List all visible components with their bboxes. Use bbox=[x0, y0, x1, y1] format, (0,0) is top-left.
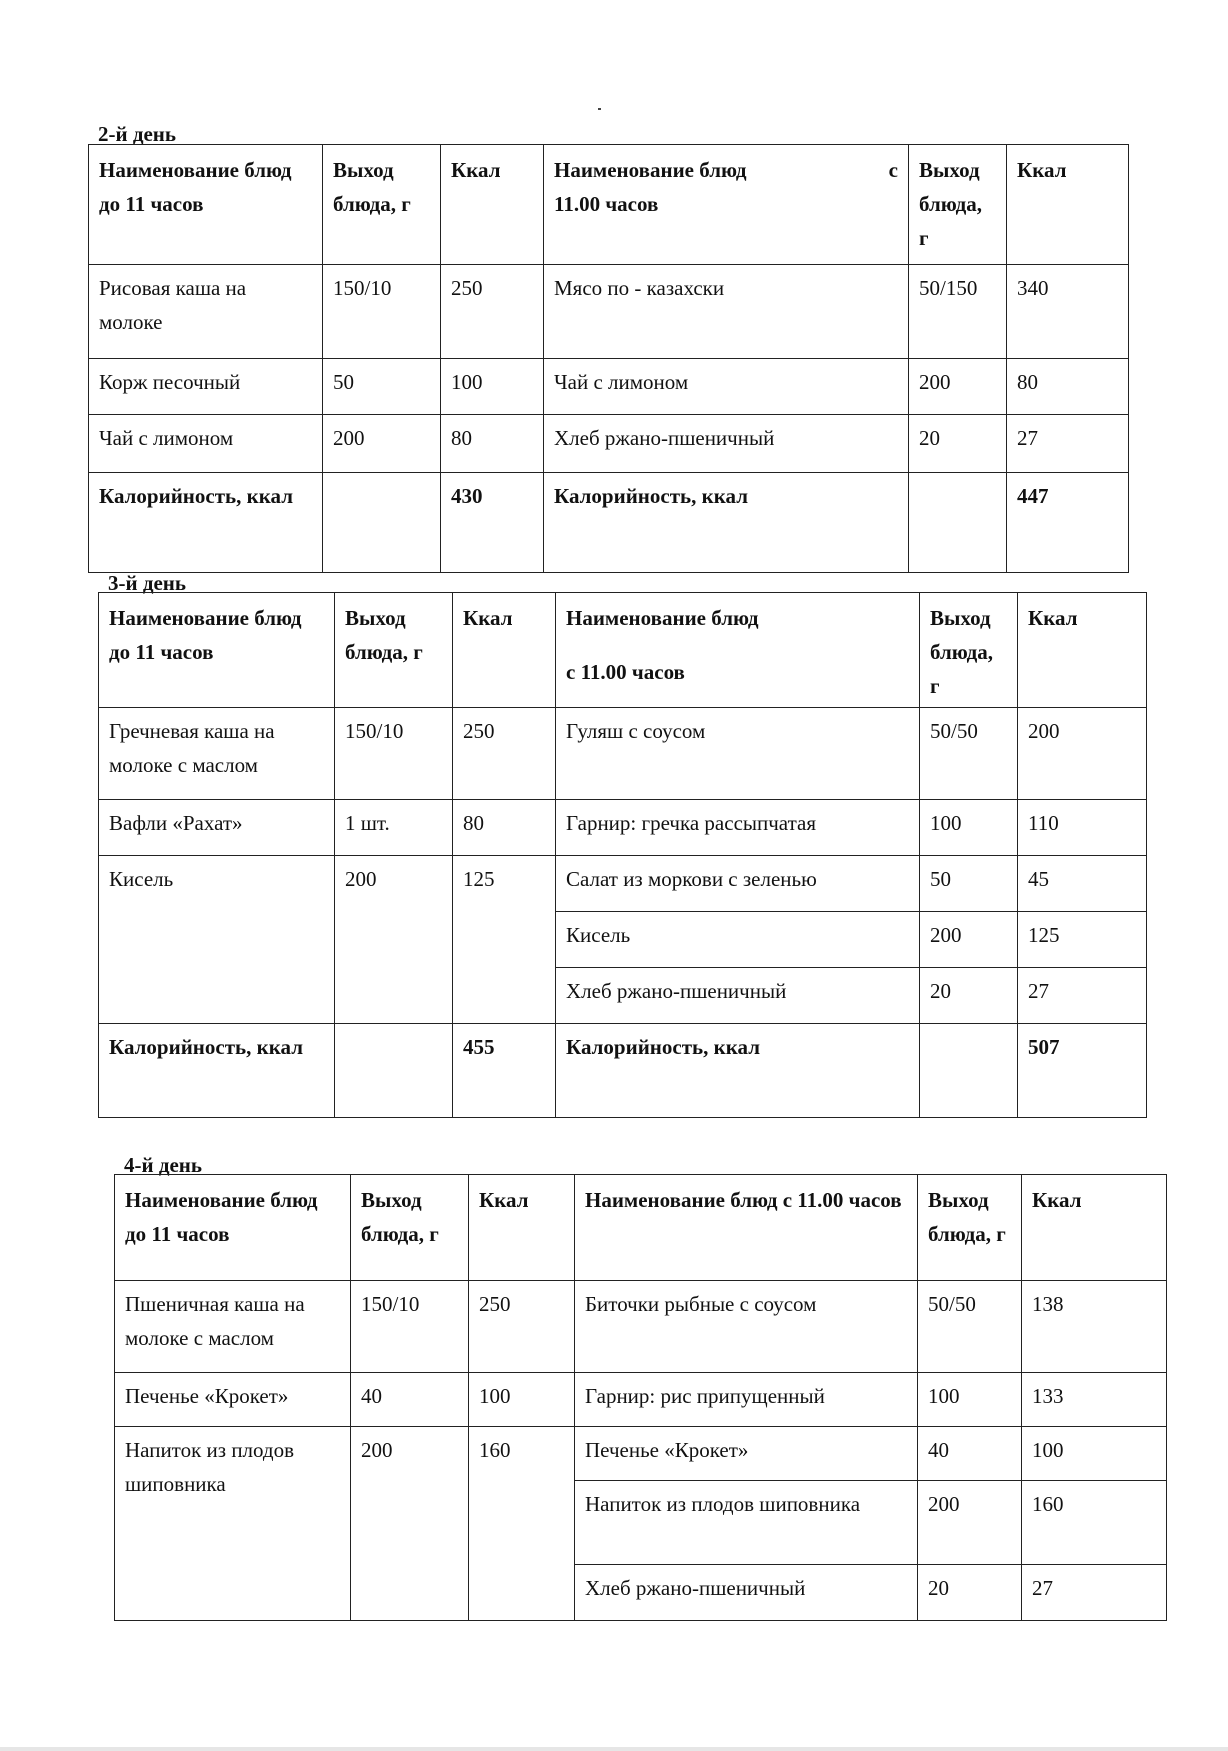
dish-yield: 50/50 bbox=[918, 1281, 1022, 1373]
dish-yield: 20 bbox=[909, 415, 1007, 473]
dish-kcal: 340 bbox=[1007, 265, 1129, 359]
header-kcal: Ккал bbox=[469, 1175, 575, 1281]
total-label: Калорийность, ккал bbox=[99, 1024, 335, 1118]
header-yield: Выход блюда, г bbox=[351, 1175, 469, 1281]
dish-name: Хлеб ржано-пшеничный bbox=[544, 415, 909, 473]
dish-yield: 1 шт. bbox=[335, 800, 453, 856]
dish-yield: 50/150 bbox=[909, 265, 1007, 359]
dish-name: Напиток из плодов шиповника bbox=[575, 1481, 918, 1565]
dish-kcal: 138 bbox=[1022, 1281, 1167, 1373]
dish-name: Чай с лимоном bbox=[89, 415, 323, 473]
total-kcal-before: 455 bbox=[453, 1024, 556, 1118]
dish-name: Печенье «Крокет» bbox=[115, 1373, 351, 1427]
day2-menu-table bbox=[88, 144, 1129, 573]
dish-kcal: 160 bbox=[1022, 1481, 1167, 1565]
dish-name: Салат из моркови с зеленью bbox=[556, 856, 920, 912]
dish-kcal: 80 bbox=[453, 800, 556, 856]
dish-name: Чай с лимоном bbox=[544, 359, 909, 415]
table-row bbox=[115, 1281, 1167, 1373]
table-row bbox=[99, 708, 1147, 800]
header-name-after-part3: 11.00 часов bbox=[554, 192, 659, 216]
header-kcal: Ккал bbox=[1022, 1175, 1167, 1281]
dish-yield: 200 bbox=[351, 1427, 469, 1621]
table-header-row bbox=[89, 145, 1129, 265]
header-name-before: Наименование блюд до 11 часов bbox=[89, 145, 323, 265]
scan-edge bbox=[0, 1747, 1228, 1751]
dish-kcal: 27 bbox=[1007, 415, 1129, 473]
dish-name: Мясо по - казахски bbox=[544, 265, 909, 359]
table-header-row bbox=[115, 1175, 1167, 1281]
dish-kcal: 27 bbox=[1018, 968, 1147, 1024]
dish-kcal: 100 bbox=[441, 359, 544, 415]
total-kcal-before: 430 bbox=[441, 473, 544, 573]
total-label: Калорийность, ккал bbox=[556, 1024, 920, 1118]
dish-name: Кисель bbox=[99, 856, 335, 1024]
dish-name: Гарнир: рис припущенный bbox=[575, 1373, 918, 1427]
dish-yield: 40 bbox=[351, 1373, 469, 1427]
header-kcal: Ккал bbox=[441, 145, 544, 265]
dish-kcal: 250 bbox=[441, 265, 544, 359]
dish-kcal: 125 bbox=[1018, 912, 1147, 968]
dish-kcal: 80 bbox=[441, 415, 544, 473]
header-kcal: Ккал bbox=[1007, 145, 1129, 265]
dish-kcal: 45 bbox=[1018, 856, 1147, 912]
total-kcal-after: 447 bbox=[1007, 473, 1129, 573]
empty-cell bbox=[909, 473, 1007, 573]
dish-name: Хлеб ржано-пшеничный bbox=[556, 968, 920, 1024]
table-header-row bbox=[99, 593, 1147, 708]
total-label: Калорийность, ккал bbox=[544, 473, 909, 573]
dish-kcal: 100 bbox=[469, 1373, 575, 1427]
dish-name: Напиток из плодов шиповника bbox=[115, 1427, 351, 1621]
day3-menu-table bbox=[98, 592, 1147, 1118]
dish-yield: 20 bbox=[920, 968, 1018, 1024]
dish-kcal: 110 bbox=[1018, 800, 1147, 856]
empty-cell bbox=[335, 1024, 453, 1118]
header-name-after-part2: с bbox=[888, 158, 898, 182]
dish-kcal: 125 bbox=[453, 856, 556, 1024]
day3-title: 3-й день bbox=[108, 571, 186, 595]
dish-yield: 150/10 bbox=[351, 1281, 469, 1373]
header-yield: Выход блюда, г bbox=[335, 593, 453, 708]
header-kcal: Ккал bbox=[453, 593, 556, 708]
dish-name: Хлеб ржано-пшеничный bbox=[575, 1565, 918, 1621]
empty-cell bbox=[323, 473, 441, 573]
header-name-after-part1: Наименование блюд bbox=[554, 158, 747, 182]
dish-name: Кисель bbox=[556, 912, 920, 968]
header-name-before: Наименование блюд до 11 часов bbox=[115, 1175, 351, 1281]
dish-kcal: 200 bbox=[1018, 708, 1147, 800]
header-name-after-part1: Наименование блюд bbox=[566, 606, 759, 630]
dish-name: Гуляш с соусом bbox=[556, 708, 920, 800]
dish-name: Гречневая каша на молоке с маслом bbox=[99, 708, 335, 800]
dish-name: Рисовая каша на молоке bbox=[89, 265, 323, 359]
header-name-before: Наименование блюд до 11 часов bbox=[99, 593, 335, 708]
dish-name: Пшеничная каша на молоке с маслом bbox=[115, 1281, 351, 1373]
dish-name: Гарнир: гречка рассыпчатая bbox=[556, 800, 920, 856]
table-row bbox=[115, 1373, 1167, 1427]
dish-yield: 100 bbox=[920, 800, 1018, 856]
dish-kcal: 133 bbox=[1022, 1373, 1167, 1427]
dish-yield: 20 bbox=[918, 1565, 1022, 1621]
day2-title: 2-й день bbox=[98, 122, 176, 146]
dish-yield: 150/10 bbox=[323, 265, 441, 359]
dish-yield: 200 bbox=[920, 912, 1018, 968]
dish-name: Вафли «Рахат» bbox=[99, 800, 335, 856]
dish-yield: 50 bbox=[323, 359, 441, 415]
dish-yield: 50 bbox=[920, 856, 1018, 912]
scan-speck bbox=[598, 108, 601, 110]
total-row bbox=[89, 473, 1129, 573]
header-name-after: Наименование блюд с 11.00 часов bbox=[575, 1175, 918, 1281]
dish-kcal: 250 bbox=[469, 1281, 575, 1373]
header-yield: Выход блюда, г bbox=[909, 145, 1007, 265]
table-row bbox=[89, 265, 1129, 359]
header-yield: Выход блюда, г bbox=[323, 145, 441, 265]
dish-yield: 200 bbox=[909, 359, 1007, 415]
dish-yield: 40 bbox=[918, 1427, 1022, 1481]
header-name-after bbox=[556, 593, 920, 708]
dish-kcal: 27 bbox=[1022, 1565, 1167, 1621]
dish-kcal: 250 bbox=[453, 708, 556, 800]
total-kcal-after: 507 bbox=[1018, 1024, 1147, 1118]
table-row bbox=[99, 856, 1147, 912]
header-yield: Выход блюда, г bbox=[920, 593, 1018, 708]
dish-yield: 100 bbox=[918, 1373, 1022, 1427]
dish-kcal: 160 bbox=[469, 1427, 575, 1621]
dish-kcal: 100 bbox=[1022, 1427, 1167, 1481]
header-kcal: Ккал bbox=[1018, 593, 1147, 708]
empty-cell bbox=[920, 1024, 1018, 1118]
dish-name: Печенье «Крокет» bbox=[575, 1427, 918, 1481]
day4-menu-table bbox=[114, 1174, 1167, 1621]
dish-name: Биточки рыбные с соусом bbox=[575, 1281, 918, 1373]
dish-name: Корж песочный bbox=[89, 359, 323, 415]
dish-yield: 50/50 bbox=[920, 708, 1018, 800]
table-row bbox=[99, 800, 1147, 856]
dish-yield: 200 bbox=[335, 856, 453, 1024]
total-label: Калорийность, ккал bbox=[89, 473, 323, 573]
dish-yield: 150/10 bbox=[335, 708, 453, 800]
table-row bbox=[89, 415, 1129, 473]
header-name-after-part2: с 11.00 часов bbox=[566, 660, 685, 684]
total-row bbox=[99, 1024, 1147, 1118]
dish-kcal: 80 bbox=[1007, 359, 1129, 415]
header-yield: Выход блюда, г bbox=[918, 1175, 1022, 1281]
dish-yield: 200 bbox=[323, 415, 441, 473]
header-name-after bbox=[544, 145, 909, 265]
day4-title: 4-й день bbox=[124, 1153, 202, 1177]
table-row bbox=[89, 359, 1129, 415]
dish-yield: 200 bbox=[918, 1481, 1022, 1565]
table-row bbox=[115, 1427, 1167, 1481]
